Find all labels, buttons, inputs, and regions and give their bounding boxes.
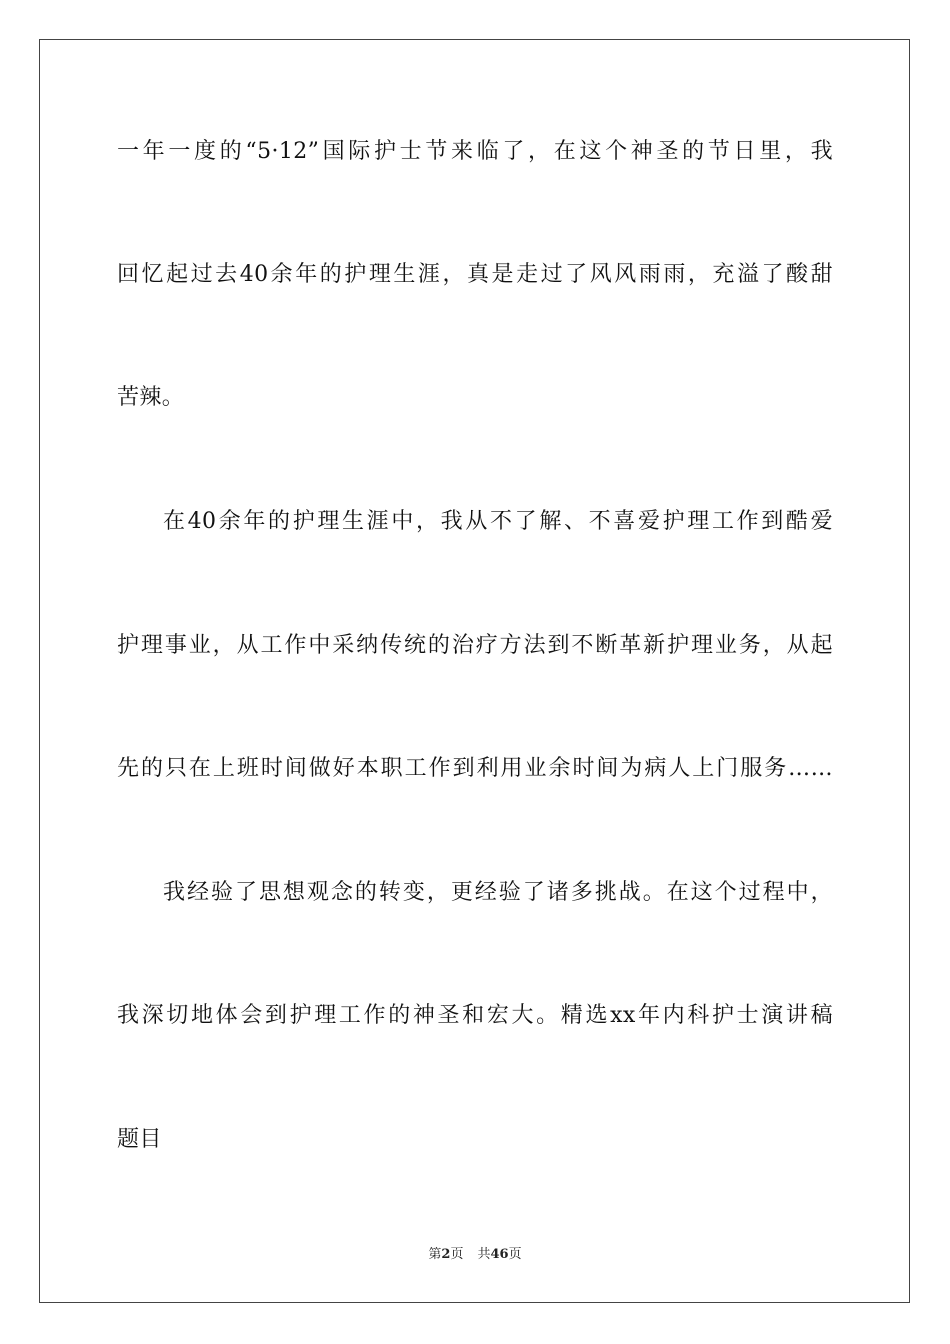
text-line-8: 我深切地体会到护理工作的神圣和宏大。精选xx年内科护士演讲稿 <box>117 1003 833 1028</box>
page-footer <box>0 1246 950 1264</box>
page-prefix: 第 <box>428 1247 442 1262</box>
page-number: 2 <box>441 1247 451 1262</box>
text-line-3: 苦辣。 <box>117 385 185 410</box>
text-line-6: 先的只在上班时间做好本职工作到利用业余时间为病人上门服务…… <box>117 756 833 781</box>
text-line-9: 题目 <box>117 1127 162 1152</box>
total-suffix: 页 <box>508 1247 522 1262</box>
total-pages: 46 <box>490 1247 509 1262</box>
page-border <box>39 39 910 1303</box>
text-line-1: 一年一度的“5·12”国际护士节来临了，在这个神圣的节日里，我 <box>117 139 833 164</box>
text-line-4: 在40余年的护理生涯中，我从不了解、不喜爱护理工作到酷爱 <box>163 509 833 534</box>
text-line-5: 护理事业，从工作中采纳传统的治疗方法到不断革新护理业务，从起 <box>117 633 833 658</box>
total-prefix: 共 <box>477 1247 491 1262</box>
page-suffix: 页 <box>450 1247 464 1262</box>
text-line-7: 我经验了思想观念的转变，更经验了诸多挑战。在这个过程中， <box>163 880 833 905</box>
text-line-2: 回忆起过去40余年的护理生涯，真是走过了风风雨雨，充溢了酸甜 <box>117 262 833 287</box>
